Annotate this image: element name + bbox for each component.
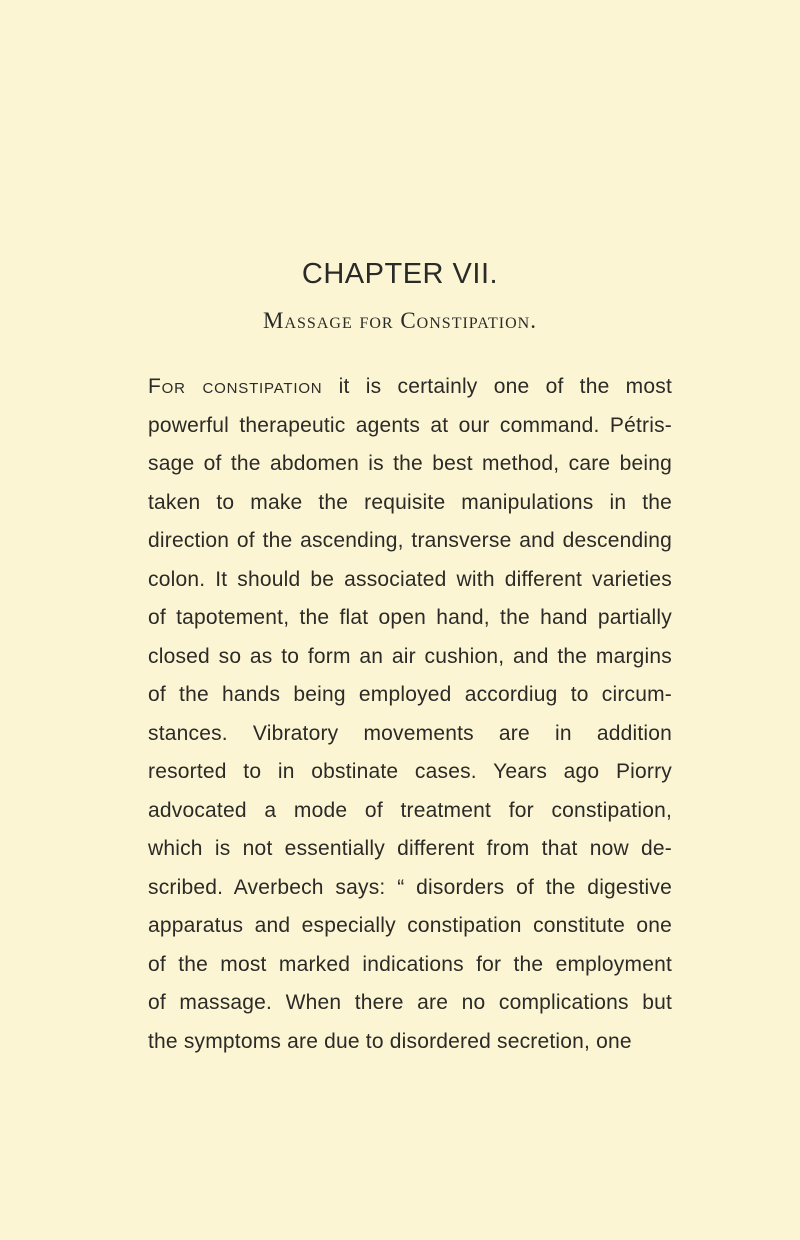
text-line: of tapotement, the flat open hand, the hand partially — [148, 606, 672, 629]
text-line: of the hands being employed accordiug to circum- — [148, 683, 672, 706]
text-line: which is not essentially different from that now de- — [148, 837, 672, 860]
text-line-content: it is certainly one of the most — [322, 375, 672, 398]
text-line: apparatus and especially constipation constitute one — [148, 914, 672, 937]
text-line: resorted to in obstinate cases. Years ago Piorry — [148, 760, 672, 783]
text-line: of the most marked indications for the employment — [148, 952, 672, 976]
text-line: stances. Vibratory movements are in addition — [148, 721, 672, 745]
text-line: advocated a mode of treatment for constipation, — [148, 798, 672, 822]
text-line: direction of the ascending, transverse and descending — [148, 529, 672, 552]
section-title: Massage for Constipation. — [263, 308, 537, 333]
text-line: powerful therapeutic agents at our command. Pétris- — [148, 413, 672, 437]
text-line: closed so as to form an air cushion, and the margins — [148, 644, 672, 668]
text-line: sage of the abdomen is the best method, care being — [148, 452, 672, 475]
text-line: scribed. Averbech says: “ disorders of the digestive — [148, 875, 672, 899]
body-paragraph — [148, 368, 672, 1061]
lead-small-caps: For constipation — [148, 375, 323, 398]
text-line — [148, 368, 672, 407]
text-line: taken to make the requisite manipulations in the — [148, 490, 672, 514]
chapter-heading: CHAPTER VII. — [301, 258, 499, 290]
text-line: colon. It should be associated with different varieties — [148, 567, 672, 591]
text-line: the symptoms are due to disordered secretion, one — [148, 1029, 632, 1053]
text-line: of massage. When there are no complications but — [148, 991, 672, 1014]
